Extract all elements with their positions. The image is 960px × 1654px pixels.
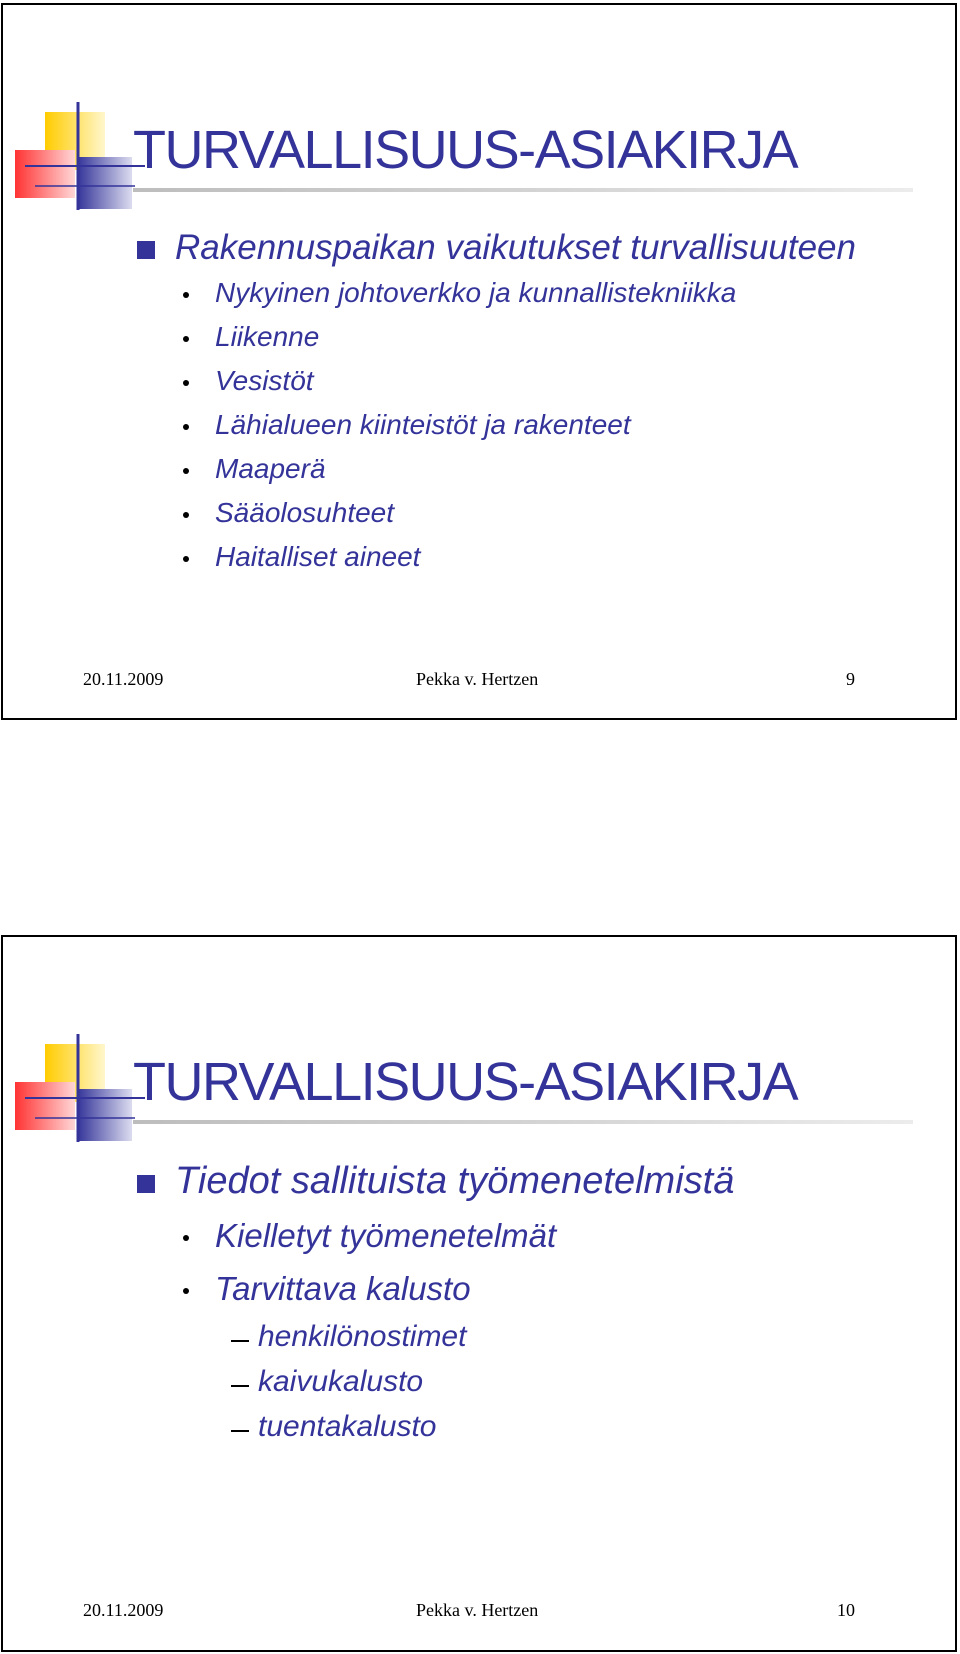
- list-item-text: Lähialueen kiinteistöt ja rakenteet: [215, 409, 631, 440]
- list-item-text: Nykyinen johtoverkko ja kunnallistekniikka: [215, 277, 737, 308]
- dot-bullet-icon: [183, 1288, 189, 1294]
- list-item-text: Maaperä: [215, 453, 326, 484]
- list-item-text: Tarvittava kalusto: [215, 1270, 471, 1307]
- square-bullet-icon: [137, 241, 155, 259]
- dash-bullet-icon: [231, 1385, 249, 1387]
- list-item-text: Vesistöt: [215, 365, 314, 396]
- list-item-text: Kielletyt työmenetelmät: [215, 1217, 557, 1254]
- title-divider: [133, 188, 913, 192]
- footer-date: 20.11.2009: [83, 1600, 164, 1620]
- list-item-text: kaivukalusto: [258, 1365, 424, 1398]
- footer-author: Pekka v. Hertzen: [416, 1600, 539, 1620]
- footer-page-number: 10: [837, 1600, 855, 1620]
- slide-10: [1, 935, 957, 1652]
- slide-title: TURVALLISUUS-ASIAKIRJA: [133, 120, 798, 180]
- dot-bullet-icon: [183, 1235, 189, 1241]
- dash-bullet-icon: [231, 1340, 249, 1342]
- list-item-text: Haitalliset aineet: [215, 541, 421, 572]
- main-bullet-text: Rakennuspaikan vaikutukset turvallisuuteen: [175, 228, 856, 267]
- decorative-squares-logo-icon: [15, 102, 145, 222]
- dot-bullet-icon: [183, 424, 189, 430]
- square-bullet-icon: [137, 1175, 155, 1193]
- footer-date: 20.11.2009: [83, 669, 164, 689]
- dot-bullet-icon: [183, 512, 189, 518]
- list-item-text: henkilönostimet: [258, 1320, 467, 1353]
- slide-title: TURVALLISUUS-ASIAKIRJA: [133, 1052, 798, 1112]
- list-item-text: tuentakalusto: [258, 1410, 437, 1443]
- list-item-text: Liikenne: [215, 321, 320, 352]
- dot-bullet-icon: [183, 292, 189, 298]
- dot-bullet-icon: [183, 556, 189, 562]
- dot-bullet-icon: [183, 336, 189, 342]
- main-bullet-text: Tiedot sallituista työmenetelmistä: [175, 1160, 735, 1202]
- dot-bullet-icon: [183, 380, 189, 386]
- footer-author: Pekka v. Hertzen: [416, 669, 539, 689]
- slide-9: [1, 3, 957, 720]
- dash-bullet-icon: [231, 1430, 249, 1432]
- dot-bullet-icon: [183, 468, 189, 474]
- list-item-text: Sääolosuhteet: [215, 497, 395, 528]
- title-divider: [133, 1120, 913, 1124]
- footer-page-number: 9: [846, 669, 855, 689]
- decorative-squares-logo-icon: [15, 1034, 145, 1154]
